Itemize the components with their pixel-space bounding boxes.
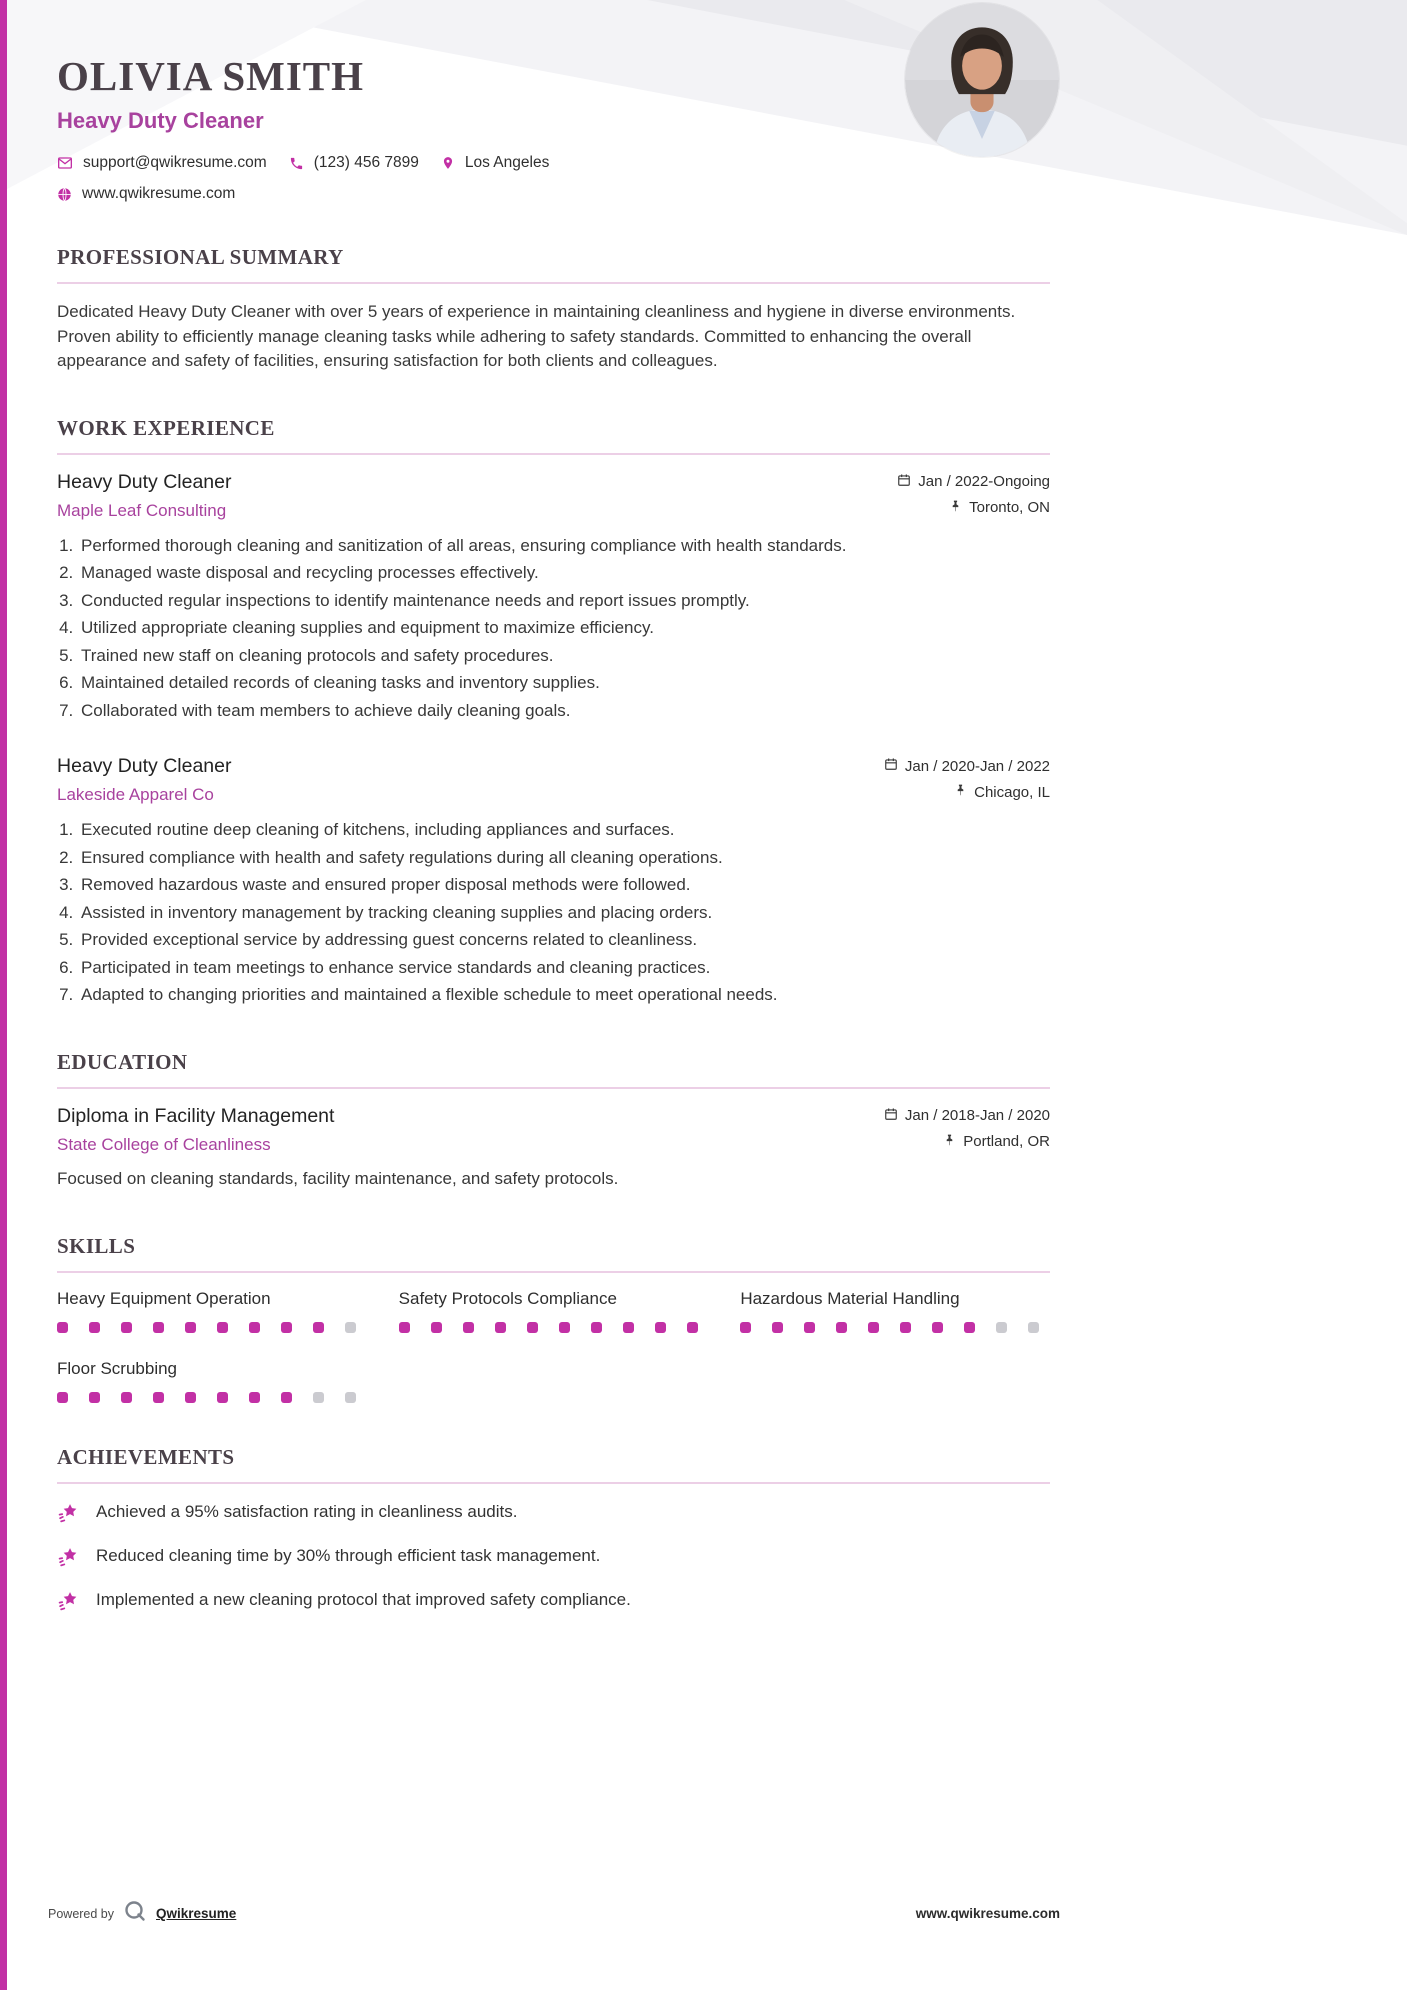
candidate-name: OLIVIA SMITH (57, 53, 365, 99)
job-bullet: 6. Participated in team meetings to enhance service standards and cleaning practices. (78, 955, 1050, 981)
achievements-heading: ACHIEVEMENTS (57, 1445, 1050, 1484)
skill-dot (932, 1322, 943, 1333)
job-bullet: 1. Executed routine deep cleaning of kitchens, including appliances and surfaces. (78, 817, 1050, 843)
resume-header (57, 0, 1050, 203)
website-text: www.qwikresume.com (82, 185, 236, 202)
skill-dot (623, 1322, 634, 1333)
job-bullet: 6. Maintained detailed records of cleaning tasks and inventory supplies. (78, 670, 1050, 696)
job-company: Maple Leaf Consulting (57, 500, 227, 520)
footer-website[interactable]: www.qwikresume.com (915, 1906, 1060, 1921)
achievements-list (57, 1500, 1050, 1613)
job-bullet: 3. Removed hazardous waste and ensured proper disposal methods were followed. (78, 872, 1050, 898)
skill-dot (559, 1322, 570, 1333)
skill-rating (740, 1322, 1050, 1333)
job-bullet: 4. Assisted in inventory management by tracking cleaning supplies and placing orders. (78, 900, 1050, 926)
award-icon (57, 1500, 82, 1525)
job-bullet: 5. Provided exceptional service by addressing guest concerns related to cleanliness. (78, 927, 1050, 953)
page-footer (48, 1899, 1060, 1928)
phone-contact[interactable] (289, 154, 419, 172)
section-skills (57, 1234, 1050, 1403)
skill-dot (495, 1322, 506, 1333)
email-text: support@qwikresume.com (83, 154, 267, 171)
job-entry (57, 755, 1050, 1008)
job-dates: Jan / 2022-Ongoing (918, 473, 1050, 491)
location-text: Los Angeles (464, 154, 550, 171)
skill-dot (185, 1392, 196, 1403)
phone-text: (123) 456 7899 (313, 154, 419, 171)
job-bullet: 2. Managed waste disposal and recycling processes effectively. (78, 560, 1050, 586)
calendar-icon (897, 473, 911, 491)
degree-title: Diploma in Facility Management (57, 1104, 335, 1127)
skill-dot (217, 1322, 228, 1333)
calendar-icon (884, 1107, 898, 1125)
skill-dot (185, 1322, 196, 1333)
skill-dot (655, 1322, 666, 1333)
left-accent-bar (0, 0, 7, 1990)
skill-dot (249, 1322, 260, 1333)
candidate-title: Heavy Duty Cleaner (57, 108, 264, 133)
skill-dot (57, 1392, 68, 1403)
section-achievements (57, 1445, 1050, 1613)
section-professional-summary (57, 245, 1050, 374)
skill-dot (313, 1322, 324, 1333)
skill-dot (89, 1322, 100, 1333)
job-title: Heavy Duty Cleaner (57, 470, 232, 493)
achievement-text: Achieved a 95% satisfaction rating in cleanliness audits. (96, 1502, 518, 1522)
skill-dot (121, 1392, 132, 1403)
job-bullet: 7. Collaborated with team members to achieve daily cleaning goals. (78, 698, 1050, 724)
work-heading: WORK EXPERIENCE (57, 416, 1050, 455)
education-dates: Jan / 2018-Jan / 2020 (904, 1107, 1050, 1125)
qwikresume-logo-icon (123, 1899, 147, 1928)
skills-heading: SKILLS (57, 1234, 1050, 1273)
achievement-text: Implemented a new cleaning protocol that improved safety compliance. (96, 1590, 631, 1610)
job-bullet: 5. Trained new staff on cleaning protocols and safety procedures. (78, 643, 1050, 669)
globe-icon (57, 187, 72, 202)
summary-text: Dedicated Heavy Duty Cleaner with over 5 years of experience in maintaining cleanliness and hygiene in diverse environments. Proven ability to efficiently manage cleaning tasks while adhering to safety standards. Committed to enhancing the overall appearance and safety of facilities, ensuring satisfaction for both clients and colleagues. (57, 302, 1016, 371)
pushpin-icon (949, 499, 962, 517)
job-location: Toronto, ON (969, 499, 1050, 517)
education-description: Focused on cleaning standards, facility maintenance, and safety protocols. (57, 1168, 619, 1188)
job-bullet: 1. Performed thorough cleaning and sanitization of all areas, ensuring compliance with health standards. (78, 533, 1050, 559)
skill-dot (313, 1392, 324, 1403)
skill-dot (399, 1322, 410, 1333)
achievement-item (57, 1544, 1050, 1569)
education-entry (57, 1105, 1050, 1192)
skill-dot (345, 1322, 356, 1333)
skill-dot (527, 1322, 538, 1333)
skill-name: Floor Scrubbing (57, 1358, 178, 1378)
job-entry (57, 471, 1050, 724)
website-contact[interactable] (57, 185, 235, 203)
skill-dot (153, 1392, 164, 1403)
skills-grid (57, 1289, 1050, 1403)
skill-dot (431, 1322, 442, 1333)
phone-icon (289, 156, 304, 171)
profile-photo (905, 3, 1059, 157)
job-location: Chicago, IL (974, 783, 1050, 801)
skill-name: Heavy Equipment Operation (57, 1288, 271, 1308)
skill-dot (964, 1322, 975, 1333)
skill-item (740, 1289, 1050, 1333)
skill-item (57, 1289, 367, 1333)
skill-dot (591, 1322, 602, 1333)
skill-dot (121, 1322, 132, 1333)
qwikresume-brand-link[interactable]: Qwikresume (156, 1906, 237, 1921)
section-education (57, 1050, 1050, 1192)
skill-item (399, 1289, 709, 1333)
email-contact[interactable] (57, 154, 267, 172)
job-company: Lakeside Apparel Co (57, 785, 214, 805)
skill-dot (463, 1322, 474, 1333)
skill-dot (345, 1392, 356, 1403)
education-location: Portland, OR (963, 1133, 1050, 1151)
award-icon (57, 1588, 82, 1613)
skill-rating (399, 1322, 709, 1333)
job-dates: Jan / 2020-Jan / 2022 (904, 757, 1050, 775)
school-name: State College of Cleanliness (57, 1134, 271, 1154)
job-bullet: 2. Ensured compliance with health and safety regulations during all cleaning operations. (78, 845, 1050, 871)
skill-rating (57, 1392, 367, 1403)
skill-dot (89, 1392, 100, 1403)
skill-dot (217, 1392, 228, 1403)
skill-dot (804, 1322, 815, 1333)
powered-by-label: Powered by (48, 1906, 115, 1921)
pushpin-icon (954, 783, 967, 801)
achievement-item (57, 1588, 1050, 1613)
calendar-icon (884, 757, 898, 775)
skill-dot (57, 1322, 68, 1333)
skill-rating (57, 1322, 367, 1333)
pushpin-icon (943, 1133, 956, 1151)
achievement-item (57, 1500, 1050, 1525)
skill-dot (836, 1322, 847, 1333)
section-work-experience (57, 416, 1050, 1008)
skill-dot (868, 1322, 879, 1333)
job-bullet: 4. Utilized appropriate cleaning supplies and equipment to maximize efficiency. (78, 615, 1050, 641)
skill-name: Hazardous Material Handling (740, 1288, 960, 1308)
job-title: Heavy Duty Cleaner (57, 755, 232, 778)
skill-dot (249, 1392, 260, 1403)
skill-name: Safety Protocols Compliance (398, 1288, 617, 1308)
award-icon (57, 1544, 82, 1569)
education-heading: EDUCATION (57, 1050, 1050, 1089)
skill-dot (281, 1392, 292, 1403)
job-bullet: 7. Adapted to changing priorities and maintained a flexible schedule to meet operational needs. (78, 982, 1050, 1008)
achievement-text: Reduced cleaning time by 30% through efficient task management. (96, 1546, 601, 1566)
email-icon (57, 155, 73, 171)
skill-dot (153, 1322, 164, 1333)
skill-dot (740, 1322, 751, 1333)
location-pin-icon (441, 155, 455, 171)
job-bullet: 3. Conducted regular inspections to identify maintenance needs and report issues promptly. (78, 588, 1050, 614)
skill-item (57, 1359, 367, 1403)
summary-heading: PROFESSIONAL SUMMARY (57, 245, 1050, 284)
location-contact (441, 154, 549, 172)
skill-dot (687, 1322, 698, 1333)
skill-dot (996, 1322, 1007, 1333)
contact-info (57, 154, 1050, 203)
skill-dot (900, 1322, 911, 1333)
skill-dot (1028, 1322, 1039, 1333)
skill-dot (281, 1322, 292, 1333)
job-bullet-list (57, 817, 1050, 1008)
skill-dot (772, 1322, 783, 1333)
job-bullet-list (57, 533, 1050, 724)
